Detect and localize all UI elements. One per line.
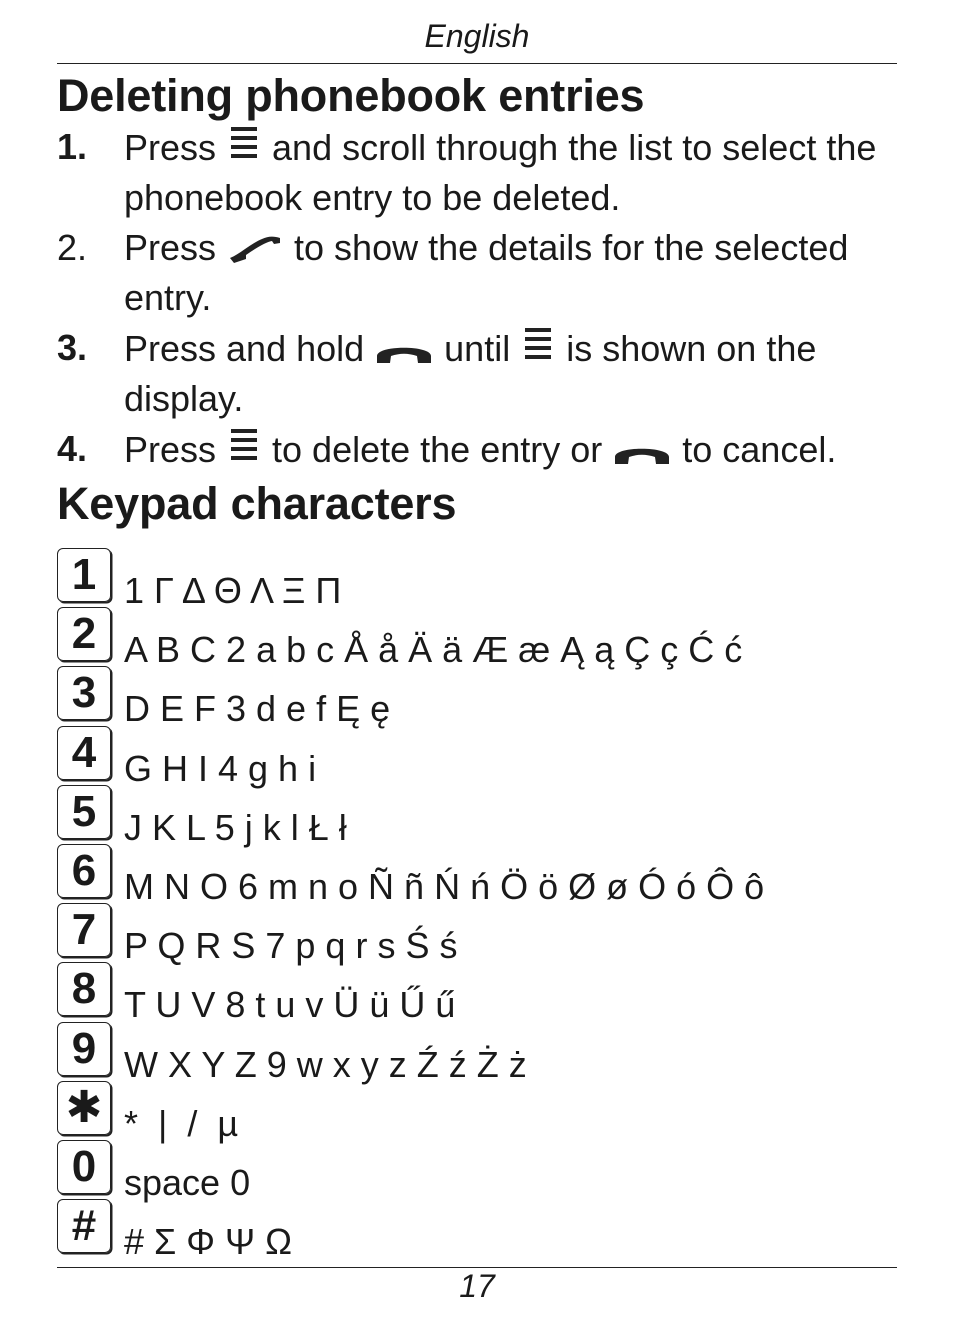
keypad-characters: A B C 2 a b c Å å Ä ä Æ æ Ą ą Ç ç Ć ć bbox=[124, 629, 743, 671]
step-text-fragment: to delete the entry or bbox=[262, 429, 613, 470]
keypad-row bbox=[57, 1199, 897, 1263]
keypad-row bbox=[57, 785, 897, 848]
keypad-characters: 1 Γ Δ Θ Λ Ξ Π bbox=[124, 570, 342, 611]
keypad-characters: space 0 bbox=[124, 1161, 251, 1203]
step-text-fragment: to show the details for the selected entry. bbox=[124, 227, 859, 318]
step-text bbox=[57, 325, 907, 422]
section-title-deleting: Deleting phonebook entries bbox=[57, 70, 645, 121]
step-text bbox=[57, 426, 907, 477]
keypad-characters: * | / µ bbox=[124, 1102, 239, 1144]
keypad-row bbox=[57, 903, 897, 967]
page-number: 17 bbox=[459, 1268, 495, 1304]
step-text-fragment: Press bbox=[124, 127, 227, 168]
step-4 bbox=[57, 426, 907, 477]
instruction-steps bbox=[57, 124, 907, 481]
keypad-characters: D E F 3 d e f Ę ę bbox=[124, 688, 391, 730]
section-title-keypad: Keypad characters bbox=[57, 478, 457, 529]
hangup-icon bbox=[612, 431, 672, 477]
keypad-row bbox=[57, 726, 897, 789]
keypad-characters: M N O 6 m n o Ñ ñ Ń ń Ö ö Ø ø Ó ó Ô ô bbox=[124, 865, 765, 907]
keypad-key-icon: 2 bbox=[57, 607, 111, 661]
keypad-key-icon: 4 bbox=[57, 726, 111, 780]
step-3 bbox=[57, 325, 907, 422]
keypad-characters: G H I 4 g h i bbox=[124, 747, 317, 789]
page-header: English bbox=[424, 18, 530, 54]
keypad-characters: P Q R S 7 p q r s Ś ś bbox=[124, 925, 458, 967]
keypad-row bbox=[57, 1022, 897, 1085]
step-text bbox=[57, 225, 907, 321]
keypad-key-icon: 6 bbox=[57, 844, 111, 898]
keypad-characters: J K L 5 j k l Ł ł bbox=[124, 806, 347, 848]
keypad-key-icon: 1 bbox=[57, 548, 111, 602]
menu-icon bbox=[520, 325, 556, 376]
keypad-table bbox=[57, 548, 897, 1263]
keypad-characters: W X Y Z 9 w x y z Ź ź Ż ż bbox=[124, 1043, 527, 1085]
keypad-key-icon: 7 bbox=[57, 903, 111, 957]
step-number: 3. bbox=[57, 327, 88, 368]
keypad-row bbox=[57, 607, 897, 671]
keypad-row bbox=[57, 1140, 897, 1203]
header-rule bbox=[57, 63, 897, 64]
menu-icon bbox=[226, 426, 262, 477]
keypad-key-icon: 0 bbox=[57, 1140, 111, 1194]
keypad-key-icon: 3 bbox=[57, 666, 111, 720]
keypad-key-icon: 9 bbox=[57, 1022, 111, 1076]
step-2 bbox=[57, 225, 907, 321]
step-text-fragment: and scroll through the list to select the phonebook entry to be deleted. bbox=[124, 127, 887, 218]
step-number: 1. bbox=[57, 126, 88, 167]
keypad-characters: T U V 8 t u v Ü ü Ű ű bbox=[124, 984, 456, 1026]
keypad-row bbox=[57, 1081, 897, 1144]
step-number: 2. bbox=[57, 227, 88, 268]
hangup-icon bbox=[374, 330, 434, 376]
keypad-characters: # Σ Φ Ψ Ω bbox=[124, 1221, 292, 1263]
keypad-key-icon: ✱ bbox=[57, 1081, 111, 1135]
keypad-key-icon: 5 bbox=[57, 785, 111, 839]
step-number: 4. bbox=[57, 428, 88, 469]
step-1 bbox=[57, 124, 907, 221]
keypad-row bbox=[57, 844, 897, 907]
step-text-fragment: is shown on the display. bbox=[124, 328, 827, 419]
call-icon bbox=[226, 229, 284, 275]
menu-icon bbox=[226, 124, 262, 175]
step-text-fragment: until bbox=[434, 328, 521, 369]
step-text-fragment: Press and hold bbox=[124, 328, 375, 369]
keypad-row bbox=[57, 548, 897, 611]
keypad-row bbox=[57, 962, 897, 1026]
step-text-fragment: to cancel. bbox=[672, 429, 837, 470]
keypad-row bbox=[57, 666, 897, 730]
step-text-fragment: Press bbox=[124, 227, 227, 268]
keypad-key-icon: # bbox=[57, 1199, 111, 1253]
step-text-fragment: Press bbox=[124, 429, 227, 470]
step-text bbox=[57, 124, 907, 221]
keypad-key-icon: 8 bbox=[57, 962, 111, 1016]
